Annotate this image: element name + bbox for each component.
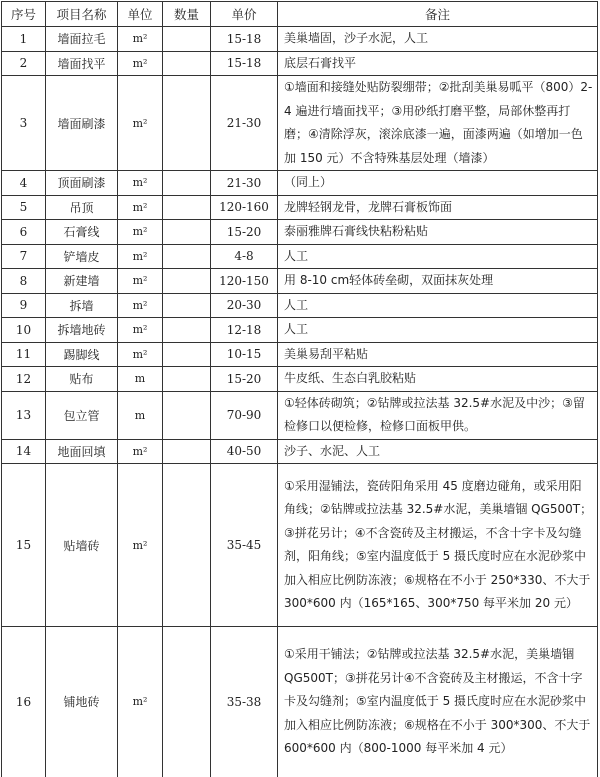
renovation-price-table xyxy=(1,1,598,777)
row-number-cell: 5 xyxy=(2,195,46,220)
table-row xyxy=(2,27,598,52)
quantity-cell xyxy=(163,27,211,52)
table-row xyxy=(2,391,598,439)
item-name-cell: 墙面找平 xyxy=(46,51,118,76)
table-row xyxy=(2,171,598,196)
quantity-cell xyxy=(163,391,211,439)
quantity-cell xyxy=(163,439,211,464)
item-name-cell: 贴墙砖 xyxy=(46,464,118,627)
row-number-cell: 4 xyxy=(2,171,46,196)
unit-cell: m² xyxy=(118,51,163,76)
quantity-cell xyxy=(163,244,211,269)
row-number-cell: 7 xyxy=(2,244,46,269)
remarks-cell: 泰丽雅牌石膏线快粘粉粘贴 xyxy=(278,220,598,245)
unit-price-cell: 35-38 xyxy=(211,627,278,777)
unit-price-cell: 15-18 xyxy=(211,27,278,52)
unit-cell: m² xyxy=(118,220,163,245)
table-row xyxy=(2,318,598,343)
remarks-cell: 美巢易刮平粘贴 xyxy=(278,342,598,367)
unit-price-cell: 10-15 xyxy=(211,342,278,367)
table-body xyxy=(2,27,598,777)
unit-price-cell: 4-8 xyxy=(211,244,278,269)
remarks-cell: 用 8-10 cm轻体砖垒砌，双面抹灰处理 xyxy=(278,269,598,294)
unit-price-cell: 120-160 xyxy=(211,195,278,220)
quantity-cell xyxy=(163,342,211,367)
remarks-cell: （同上） xyxy=(278,171,598,196)
quantity-cell xyxy=(163,464,211,627)
row-number-cell: 15 xyxy=(2,464,46,627)
row-number-cell: 12 xyxy=(2,367,46,392)
header-unit: 单位 xyxy=(118,2,163,27)
unit-price-cell: 70-90 xyxy=(211,391,278,439)
row-number-cell: 1 xyxy=(2,27,46,52)
table-row xyxy=(2,269,598,294)
item-name-cell: 铺地砖 xyxy=(46,627,118,777)
header-quantity: 数量 xyxy=(163,2,211,27)
remarks-cell: 人工 xyxy=(278,244,598,269)
unit-price-cell: 12-18 xyxy=(211,318,278,343)
unit-price-cell: 15-20 xyxy=(211,367,278,392)
unit-price-cell: 35-45 xyxy=(211,464,278,627)
unit-cell: m² xyxy=(118,627,163,777)
quantity-cell xyxy=(163,318,211,343)
unit-cell: m² xyxy=(118,464,163,627)
remarks-cell: ①采用干铺法；②钻牌或拉法基 32.5#水泥，美巢墙锢 QG500T；③拼花另计④不含瓷砖及主材搬运，不含十字卡及勾缝剂；⑤室内温度低于 5 摄氏度时应在水泥砂浆中加入相应比例防冻液；⑥规格在不小于 300*300、不大于 600*600 内（800-1000 每平米加 4 元） xyxy=(278,627,598,777)
unit-price-cell: 20-30 xyxy=(211,293,278,318)
row-number-cell: 14 xyxy=(2,439,46,464)
row-number-cell: 13 xyxy=(2,391,46,439)
header-unit-price: 单价 xyxy=(211,2,278,27)
row-number-cell: 10 xyxy=(2,318,46,343)
table-row xyxy=(2,342,598,367)
item-name-cell: 石膏线 xyxy=(46,220,118,245)
unit-cell: m² xyxy=(118,293,163,318)
item-name-cell: 新建墙 xyxy=(46,269,118,294)
unit-price-cell: 15-18 xyxy=(211,51,278,76)
unit-cell: m² xyxy=(118,171,163,196)
remarks-cell: ①墙面和接缝处贴防裂绷带；②批刮美巢易呱平（800）2-4 遍进行墙面找平；③用砂纸打磨平整，局部休整再打磨；④清除浮灰，滚涂底漆一遍，面漆两遍（如增加一色加 150 元）不含特殊基层处理（墙漆） xyxy=(278,76,598,171)
unit-price-cell: 40-50 xyxy=(211,439,278,464)
item-name-cell: 顶面刷漆 xyxy=(46,171,118,196)
quantity-cell xyxy=(163,367,211,392)
quantity-cell xyxy=(163,171,211,196)
item-name-cell: 包立管 xyxy=(46,391,118,439)
table-row xyxy=(2,293,598,318)
row-number-cell: 9 xyxy=(2,293,46,318)
remarks-cell: 人工 xyxy=(278,293,598,318)
table-row xyxy=(2,464,598,627)
unit-price-cell: 120-150 xyxy=(211,269,278,294)
remarks-cell: ①采用湿铺法，瓷砖阳角采用 45 度磨边碰角，或采用阳角线；②钻牌或拉法基 32.5#水泥，美巢墙锢 QG500T；③拼花另计；④不含瓷砖及主材搬运，不含十字卡及勾缝剂，阳角线；⑤室内温度低于 5 摄氏度时应在水泥砂浆中加入相应比例防冻液；⑥规格在不小于 250*330、不大于 300*600 内（165*165、300*750 每平米加 20 元） xyxy=(278,464,598,627)
quantity-cell xyxy=(163,293,211,318)
remarks-cell: 沙子、水泥、人工 xyxy=(278,439,598,464)
unit-price-cell: 21-30 xyxy=(211,76,278,171)
header-no: 序号 xyxy=(2,2,46,27)
item-name-cell: 墙面拉毛 xyxy=(46,27,118,52)
unit-cell: m² xyxy=(118,76,163,171)
unit-cell: m² xyxy=(118,244,163,269)
unit-cell: m² xyxy=(118,439,163,464)
header-remarks: 备注 xyxy=(278,2,598,27)
item-name-cell: 踢脚线 xyxy=(46,342,118,367)
table-row xyxy=(2,76,598,171)
unit-price-cell: 21-30 xyxy=(211,171,278,196)
quantity-cell xyxy=(163,269,211,294)
table-row xyxy=(2,367,598,392)
remarks-cell: 人工 xyxy=(278,318,598,343)
unit-cell: m² xyxy=(118,318,163,343)
remarks-cell: ①轻体砖砌筑；②钻牌或拉法基 32.5#水泥及中沙；③留检修口以便检修，检修口面板甲供。 xyxy=(278,391,598,439)
table-row xyxy=(2,195,598,220)
remarks-cell: 底层石膏找平 xyxy=(278,51,598,76)
item-name-cell: 吊顶 xyxy=(46,195,118,220)
unit-cell: m xyxy=(118,367,163,392)
quantity-cell xyxy=(163,195,211,220)
quantity-cell xyxy=(163,76,211,171)
table-row xyxy=(2,220,598,245)
item-name-cell: 拆墙 xyxy=(46,293,118,318)
remarks-cell: 美巢墙固，沙子水泥，人工 xyxy=(278,27,598,52)
row-number-cell: 11 xyxy=(2,342,46,367)
unit-cell: m² xyxy=(118,27,163,52)
quantity-cell xyxy=(163,220,211,245)
table-row xyxy=(2,244,598,269)
table-row xyxy=(2,439,598,464)
row-number-cell: 3 xyxy=(2,76,46,171)
table-header-row xyxy=(2,2,598,27)
row-number-cell: 8 xyxy=(2,269,46,294)
unit-cell: m² xyxy=(118,269,163,294)
table-row xyxy=(2,627,598,777)
item-name-cell: 铲墙皮 xyxy=(46,244,118,269)
item-name-cell: 墙面刷漆 xyxy=(46,76,118,171)
unit-cell: m² xyxy=(118,195,163,220)
unit-cell: m² xyxy=(118,342,163,367)
unit-cell: m xyxy=(118,391,163,439)
remarks-cell: 龙牌轻钢龙骨，龙牌石膏板饰面 xyxy=(278,195,598,220)
unit-price-cell: 15-20 xyxy=(211,220,278,245)
quantity-cell xyxy=(163,627,211,777)
table-row xyxy=(2,51,598,76)
item-name-cell: 地面回填 xyxy=(46,439,118,464)
quantity-cell xyxy=(163,51,211,76)
remarks-cell: 牛皮纸、生态白乳胶粘贴 xyxy=(278,367,598,392)
item-name-cell: 拆墙地砖 xyxy=(46,318,118,343)
header-item-name: 项目名称 xyxy=(46,2,118,27)
row-number-cell: 16 xyxy=(2,627,46,777)
row-number-cell: 6 xyxy=(2,220,46,245)
row-number-cell: 2 xyxy=(2,51,46,76)
item-name-cell: 贴布 xyxy=(46,367,118,392)
